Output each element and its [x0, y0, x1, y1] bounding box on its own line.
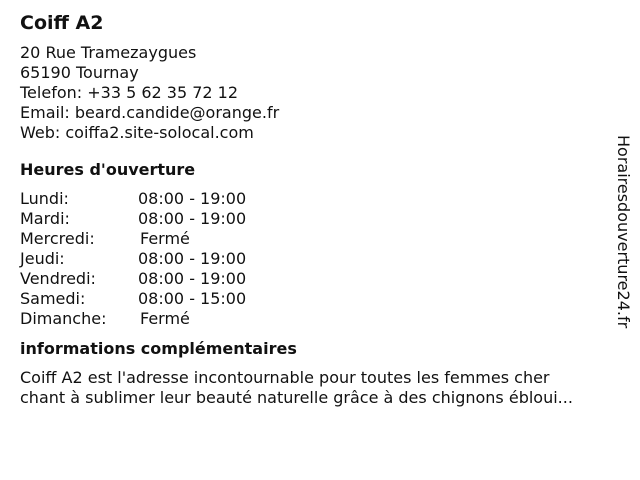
day-label: Mardi: [20, 209, 70, 228]
day-label: Samedi: [20, 289, 86, 308]
day-label: Vendredi: [20, 269, 96, 288]
site-watermark: Horairesdouverture24.fr [614, 135, 633, 329]
opening-hours-list [20, 189, 610, 329]
day-label: Jeudi: [20, 249, 65, 268]
description-line-1: Coiff A2 est l'adresse incontournable pour toutes les femmes cher [20, 368, 550, 387]
hours-row-jeudi [20, 249, 610, 269]
hours-value: Fermé [140, 229, 190, 248]
hours-value: 08:00 - 19:00 [138, 189, 247, 208]
additional-info-title: informations complémentaires [20, 339, 297, 358]
opening-hours-title: Heures d'ouverture [20, 160, 196, 179]
hours-row-vendredi [20, 269, 610, 289]
day-label: Mercredi: [20, 229, 95, 248]
business-name: Coiff A2 [20, 12, 104, 34]
day-label: Dimanche: [20, 309, 107, 328]
additional-info-text [20, 368, 610, 408]
hours-value: 08:00 - 19:00 [138, 269, 247, 288]
description-line-2: chant à sublimer leur beauté naturelle grâce à des chignons ébloui... [20, 388, 573, 407]
business-card [20, 11, 610, 408]
hours-value: 08:00 - 19:00 [138, 209, 247, 228]
address-line-2: 65190 Tournay [20, 63, 139, 82]
web-line[interactable]: Web: coiffa2.site-solocal.com [20, 123, 254, 142]
hours-row-samedi [20, 289, 610, 309]
phone-line[interactable]: Telefon: +33 5 62 35 72 12 [20, 83, 239, 102]
hours-value: 08:00 - 15:00 [138, 289, 247, 308]
hours-row-lundi [20, 189, 610, 209]
address-line-1: 20 Rue Tramezaygues [20, 43, 197, 62]
hours-row-mardi [20, 209, 610, 229]
hours-value: Fermé [140, 309, 190, 328]
hours-row-mercredi [20, 229, 610, 249]
day-label: Lundi: [20, 189, 69, 208]
hours-value: 08:00 - 19:00 [138, 249, 247, 268]
email-line[interactable]: Email: beard.candide@orange.fr [20, 103, 280, 122]
hours-row-dimanche [20, 309, 610, 329]
